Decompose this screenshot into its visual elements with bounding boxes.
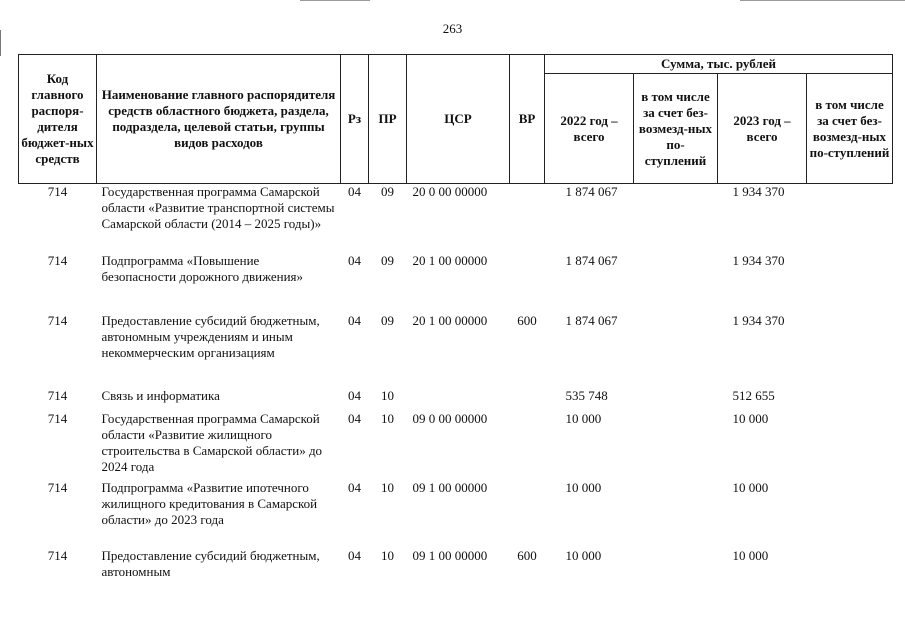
cell-2022-total: 535 748 (565, 387, 608, 403)
cell-2022-total: 1 874 067 (565, 312, 618, 328)
header-name: Наименование главного распорядителя средств областного бюджета, раздела, подраздела, целевой статьи, группы видов расходов (97, 55, 341, 184)
cell-2023-total: 1 934 370 (732, 184, 785, 199)
cell-rz: 04 (348, 387, 361, 403)
table-row (19, 388, 893, 411)
table-row (19, 548, 893, 584)
cell-2022-free (634, 253, 718, 313)
cell-rz: 04 (348, 312, 361, 328)
cell-2022-free (634, 411, 718, 480)
cell-vr: 600 (517, 547, 537, 563)
cell-2022-free (634, 184, 718, 253)
cell-2023-total: 10 000 (732, 547, 769, 563)
scan-top-mark (740, 0, 905, 1)
cell-csr: 09 1 00 00000 (412, 479, 488, 495)
cell-rz: 04 (348, 252, 361, 268)
cell-2023-free (807, 480, 893, 548)
cell-code: 714 (47, 479, 68, 495)
cell-2022-total: 1 874 067 (565, 184, 618, 199)
cell-code: 714 (47, 252, 68, 268)
header-pr: ПР (369, 55, 407, 184)
cell-vr (510, 480, 545, 548)
table-body (19, 184, 893, 584)
cell-2022-free (634, 313, 718, 388)
cell-pr: 09 (381, 184, 394, 199)
cell-pr: 10 (381, 410, 394, 426)
cell-2023-free (807, 548, 893, 584)
cell-pr: 09 (381, 312, 394, 328)
cell-vr (510, 411, 545, 480)
cell-pr: 10 (381, 387, 394, 403)
cell-csr: 20 1 00 00000 (412, 312, 488, 328)
cell-code: 714 (47, 410, 68, 426)
cell-csr: 20 0 00 00000 (412, 184, 488, 199)
cell-name: Связь и информатика (101, 387, 220, 403)
cell-pr: 09 (381, 252, 394, 268)
cell-rz: 04 (348, 184, 361, 199)
header-code: Код главного распоря-дителя бюджет-ных средств (19, 55, 97, 184)
cell-rz: 04 (348, 479, 361, 495)
cell-code: 714 (47, 547, 68, 563)
cell-2022-free (634, 480, 718, 548)
table-row (19, 411, 893, 480)
cell-csr: 20 1 00 00000 (412, 252, 488, 268)
cell-vr: 600 (517, 312, 537, 328)
page-number: 263 (442, 21, 463, 36)
cell-rz: 04 (348, 547, 361, 563)
cell-vr (510, 184, 545, 253)
cell-2023-total: 512 655 (732, 387, 775, 403)
cell-2023-total: 10 000 (732, 479, 769, 495)
cell-2023-free (807, 411, 893, 480)
table-row (19, 480, 893, 548)
cell-2022-free (634, 548, 718, 584)
cell-rz: 04 (348, 410, 361, 426)
cell-name: Предоставление субсидий бюджетным, автономным (101, 547, 320, 579)
header-rz: Рз (341, 55, 369, 184)
table-header (19, 55, 893, 184)
cell-pr: 10 (381, 479, 394, 495)
cell-name: Предоставление субсидий бюджетным, автономным учреждениям и иным некоммерческим организациям (101, 312, 320, 360)
cell-vr (510, 388, 545, 411)
cell-2023-free (807, 388, 893, 411)
cell-2023-free (807, 313, 893, 388)
cell-2023-free (807, 184, 893, 253)
cell-2022-total: 1 874 067 (565, 252, 618, 268)
cell-2023-free (807, 253, 893, 313)
cell-csr: 09 1 00 00000 (412, 547, 488, 563)
cell-vr (510, 253, 545, 313)
cell-name: Подпрограмма «Повышение безопасности дорожного движения» (101, 252, 304, 284)
cell-2022-total: 10 000 (565, 410, 602, 426)
cell-pr: 10 (381, 547, 394, 563)
cell-2022-free (634, 388, 718, 411)
cell-2022-total: 10 000 (565, 547, 602, 563)
header-sum-group: Сумма, тыс. рублей (545, 55, 893, 74)
cell-2023-total: 10 000 (732, 410, 769, 426)
cell-code: 714 (47, 312, 68, 328)
header-csr: ЦСР (407, 55, 510, 184)
header-vr: ВР (510, 55, 545, 184)
header-2023-free: в том числе за счет без-возмезд-ных по-ступлений (807, 74, 893, 184)
cell-name: Государственная программа Самарской области «Развитие транспортной системы Самарской области (2014 – 2025 годы)» (101, 184, 335, 231)
cell-2023-total: 1 934 370 (732, 252, 785, 268)
cell-csr: 09 0 00 00000 (412, 410, 488, 426)
cell-code: 714 (47, 184, 68, 199)
cell-csr (407, 388, 510, 411)
cell-name: Государственная программа Самарской области «Развитие жилищного строительства в Самарской области» до 2024 года (101, 410, 323, 474)
table-row (19, 184, 893, 253)
header-2022-free: в том числе за счет без-возмезд-ных по-ступлений (634, 74, 718, 184)
table-row (19, 313, 893, 388)
cell-2022-total: 10 000 (565, 479, 602, 495)
header-2023-total: 2023 год – всего (718, 74, 807, 184)
cell-code: 714 (47, 387, 68, 403)
budget-table (18, 54, 893, 584)
header-2022-total: 2022 год – всего (545, 74, 634, 184)
cell-2023-total: 1 934 370 (732, 312, 785, 328)
cell-name: Подпрограмма «Развитие ипотечного жилищного кредитования в Самарской области» до 2023 года (101, 479, 318, 527)
table-row (19, 253, 893, 313)
scan-top-mark (300, 0, 370, 1)
